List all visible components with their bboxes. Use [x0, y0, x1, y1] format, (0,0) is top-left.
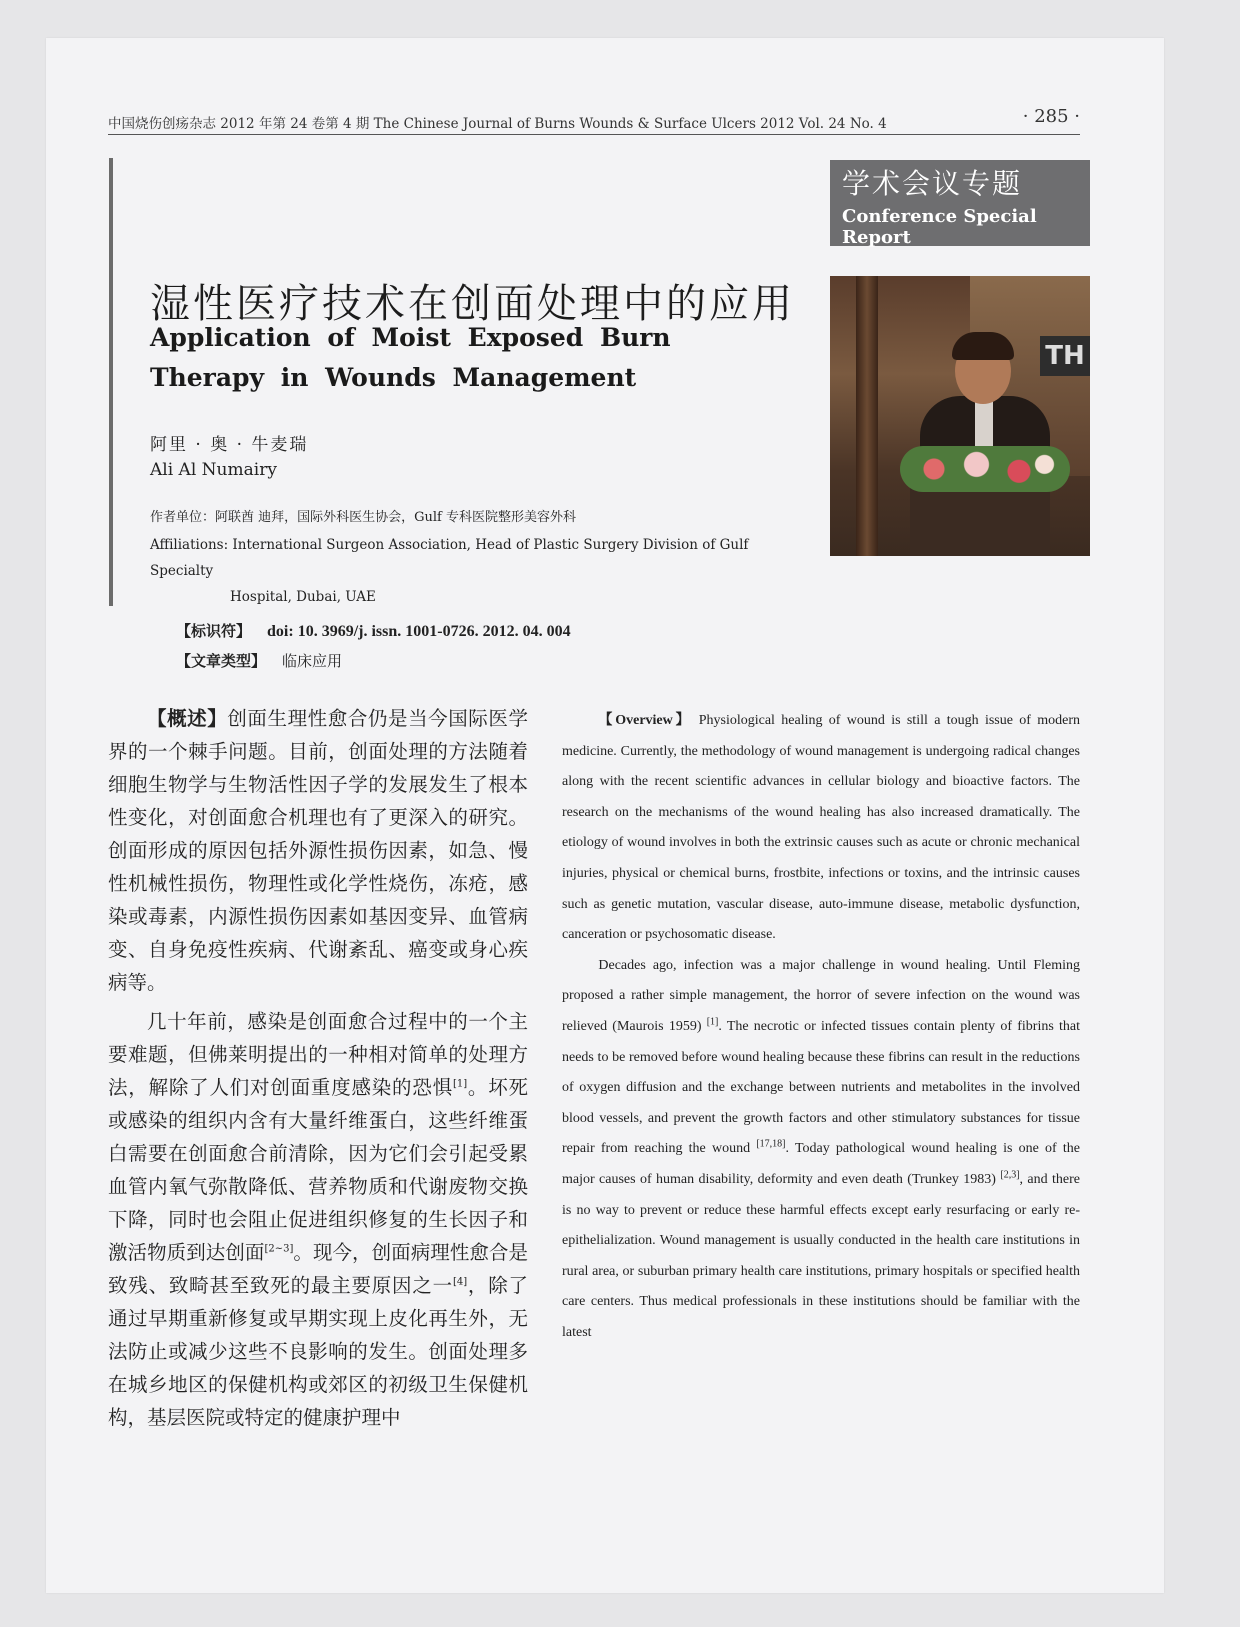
article-meta [176, 620, 571, 680]
flower-arrangement [900, 446, 1070, 492]
author-name-en: Ali Al Numairy [150, 460, 277, 480]
zh-p2-text-c: 。现今，创面病理性愈合是致残、致畸甚至致死的最主要原因之一 [108, 1241, 528, 1297]
affiliation-en [150, 532, 810, 610]
zh-overview-text: 创面生理性愈合仍是当今国际医学界的一个棘手问题。目前，创面处理的方法随着细胞生物学与生物活性因子学的发展发生了根本性变化，对创面愈合机理也有了更深入的研究。创面形成的原因包括外源性损伤因素，如急、慢性机械性损伤，物理性或化学性烧伤，冻疮，感染或毒素，内源性损伤因素如基因变异、血管病变、自身免疫性疾病、代谢紊乱、癌变或身心疾病等。 [108, 707, 528, 994]
affiliation-zh: 作者单位：阿联酋 迪拜，国际外科医生协会，Gulf 专科医院整形美容外科 [150, 510, 576, 525]
zh-citation-3: [4] [452, 1276, 468, 1288]
photo-sign: TH [1040, 336, 1090, 376]
section-banner [830, 160, 1090, 246]
zh-p2-text-b: 。坏死或感染的组织内含有大量纤维蛋白，这些纤维蛋白需要在创面愈合前清除，因为它们会引起受累血管内氧气弥散降低、营养物质和代谢废物交换下降，同时也会阻止促进组织修复的生长因子和激活物质到达创面 [108, 1076, 528, 1264]
journal-citation: 中国烧伤创疡杂志 2012 年第 24 卷第 4 期 The Chinese Journal of Burns Wounds & Surface Ulcers 2012 Vol. 24 No. 4 [108, 116, 887, 132]
english-column [562, 706, 1080, 1348]
zh-citation-1: [1] [452, 1078, 468, 1090]
chinese-column [108, 702, 528, 1434]
en-overview-label: 【Overview】 [598, 713, 693, 728]
article-type-value: 临床应用 [282, 652, 343, 670]
zh-citation-2: [2~3] [264, 1243, 294, 1255]
affiliation-en-line1: Affiliations: International Surgeon Association, Head of Plastic Surgery Division of Gulf Specialty [150, 537, 749, 579]
en-overview-text: Physiological healing of wound is still a tough issue of modern medicine. Currently, the methodology of wound management is undergoing radical changes along with the recent scientific advances in cellular biology and bioactive factors. The research on the mechanisms of the wound healing has also increased dramatically. The etiology of wound involves in both the extrinsic causes such as acute or chronic mechanical injuries, physical or chemical burns, frostbite, infections or toxins, and the intrinsic causes such as genetic mutation, vascular disease, auto-immune disease, metabolic dysfunction, canceration or psychosomatic disease. [562, 713, 1081, 943]
article-title-en: Application of Moist Exposed Burn Therapy in Wounds Management [150, 323, 671, 392]
en-p2-text-c: . Today pathological wound healing is one of the major causes of human disability, deformity and even death (Trunkey 1983) [562, 1141, 1081, 1187]
en-citation-2: [17,18] [756, 1138, 786, 1150]
zh-p2-text-a: 几十年前，感染是创面愈合过程中的一个主要难题，但佛莱明提出的一种相对简单的处理方法，解除了人们对创面重度感染的恐惧 [108, 1010, 528, 1099]
section-banner-en: Conference Special Report [842, 206, 1037, 248]
section-banner-zh: 学术会议专题 [842, 167, 1023, 200]
en-paragraph-2 [562, 951, 1080, 1349]
en-p2-text-b: . The necrotic or infected tissues contain plenty of fibrins that needs to be removed before wound healing because these fibrins can result in the reductions of oxygen diffusion and the exchange between nutrients and metabolites in the involved blood vessels, and prevent the growth factors and other stimulatory substances for tissue repair from reaching the wound [562, 1018, 1081, 1157]
en-citation-1: [1] [706, 1016, 719, 1028]
en-overview-paragraph [562, 706, 1080, 951]
zh-overview-paragraph [108, 702, 528, 999]
en-p2-text-a: Decades ago, infection was a major challenge in wound healing. Until Fleming proposed a rather simple management, the horror of severe infection on the wound was relieved (Maurois 1959) [562, 957, 1080, 1034]
en-p2-text-d: , and there is no way to prevent or reduce these harmful effects except early resurfacing or early re-epithelialization. Wound management is usually conducted in the health care institutions in rural area, or suburban primary health care institutions, primary hospitals or specified health care centers. Thus medical professionals in these institutions should be familiar with the latest [562, 1171, 1080, 1340]
zh-overview-label: 【概述】 [147, 707, 228, 730]
photo-pillar [856, 276, 878, 556]
article-type-label: 【文章类型】 [176, 652, 267, 670]
speaker-shirt [975, 400, 993, 450]
author-photo [830, 276, 1090, 556]
doi-row [176, 620, 571, 650]
article-type-row [176, 650, 571, 680]
title-side-rule [109, 158, 113, 606]
zh-paragraph-2 [108, 1005, 528, 1434]
en-citation-3: [2,3] [1000, 1169, 1020, 1181]
author-name-zh: 阿里 · 奥 · 牛麦瑞 [150, 435, 309, 455]
identifier-label: 【标识符】 [176, 622, 252, 640]
running-header [108, 106, 1080, 135]
article-title-zh: 湿性医疗技术在创面处理中的应用 [150, 281, 795, 327]
doi-value: doi: 10. 3969/j. issn. 1001-0726. 2012. 04. 004 [267, 623, 571, 640]
affiliation-en-line2: Hospital, Dubai, UAE [230, 589, 376, 605]
zh-p2-text-d: ，除了通过早期重新修复或早期实现上皮化再生外，无法防止或减少这些不良影响的发生。创面处理多在城乡地区的保健机构或郊区的初级卫生保健机构，基层医院或特定的健康护理中 [108, 1274, 528, 1429]
page-number: · 285 · [1022, 106, 1080, 127]
speaker-hair [952, 332, 1014, 360]
